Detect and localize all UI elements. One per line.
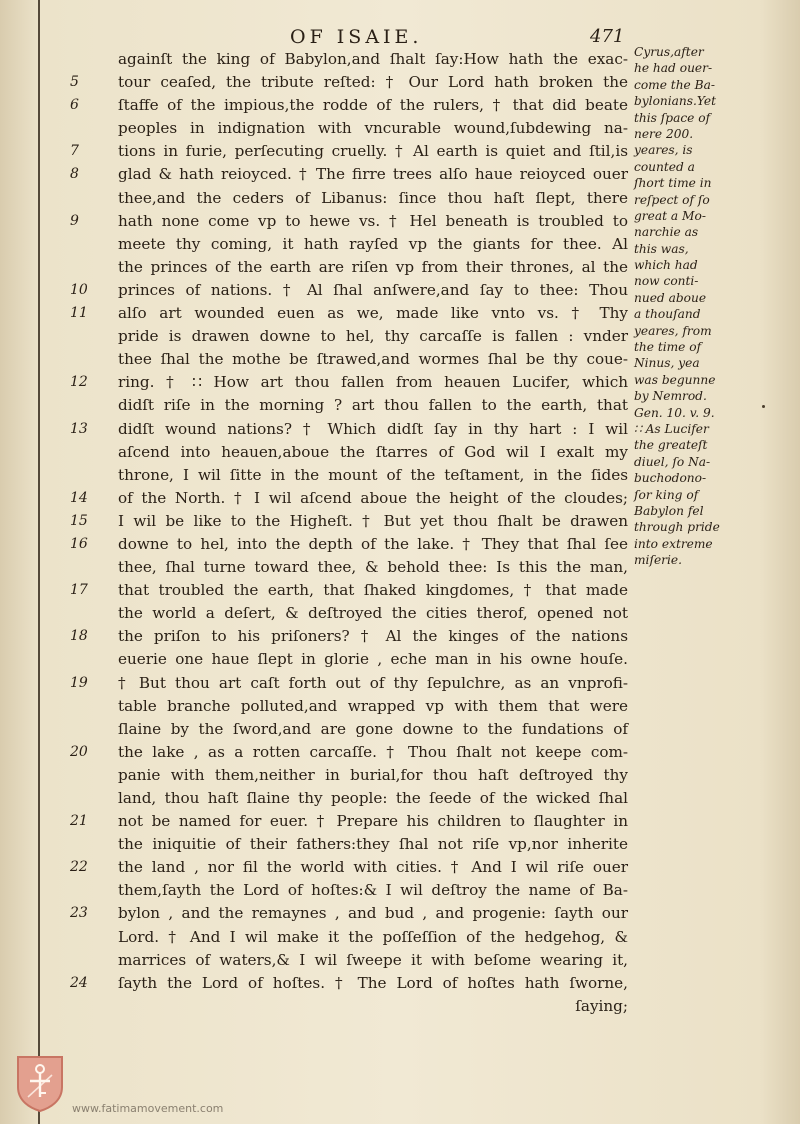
page-number: 471 — [590, 26, 625, 47]
text-line — [70, 972, 630, 995]
catchword: ſaying; — [575, 996, 628, 1015]
margin-note — [634, 44, 746, 569]
margin-note-line: yeares, is — [634, 143, 693, 158]
margin-note-line: was begunne — [634, 372, 716, 387]
verse-number: 6 — [70, 97, 79, 114]
running-title: OF ISAIE. — [290, 26, 423, 48]
margin-note-line: the greateſt — [634, 438, 708, 453]
text-line — [70, 695, 630, 718]
line-text: againſt the king of Babylon,and ſhalt ſay:How hath the exac- — [118, 50, 628, 68]
line-text: marrices of waters,& I wil ſweepe it with beſome wearing it, — [118, 950, 628, 969]
line-text: alſo art wounded euen as we, made like vnto vs. † Thy — [118, 304, 628, 323]
line-text: hath none come vp to hewe vs. † Hel beneath is troubled to — [118, 211, 628, 230]
verse-number: 23 — [70, 905, 88, 922]
line-text: thee ſhal the mothe be ſtrawed,and wormes ſhal be thy coue- — [118, 350, 628, 369]
line-text: them,ſayth the Lord of hoſtes:& I wil deſtroy the name of Ba- — [118, 881, 628, 900]
text-line — [70, 256, 630, 279]
verse-number: 21 — [70, 813, 88, 830]
line-text: euerie one haue ſlept in glorie , eche man in his owne houſe. — [118, 650, 628, 669]
margin-note-line: ſhort time in — [634, 176, 712, 191]
margin-note-line: yeares, from — [634, 323, 712, 338]
ink-speck — [762, 405, 765, 408]
margin-note-line: Ninus, yea — [634, 356, 700, 371]
line-text: thee,and the ceders of Libanus: ſince thou haſt ſlept, there — [118, 188, 628, 207]
text-line — [70, 902, 630, 925]
text-line — [70, 741, 630, 764]
text-line — [70, 140, 630, 163]
margin-note-line: this ſpace of — [634, 110, 711, 125]
line-text: peoples in indignation with vncurable wound,ſubdewing na- — [118, 119, 628, 138]
text-line — [70, 487, 630, 510]
text-line — [70, 394, 630, 417]
line-text: not be named for euer. † Prepare his children to ſlaughter in — [118, 812, 628, 831]
margin-note-line: he had ouer- — [634, 61, 713, 76]
verse-number: 10 — [70, 281, 88, 298]
verse-number: 5 — [70, 74, 79, 91]
margin-note-line: counted a — [634, 159, 695, 174]
line-text: downe to hel, into the depth of the lake. † They that ſhal ſee — [118, 534, 628, 553]
line-text: the world a deſert, & deſtroyed the cities therof, opened not — [118, 604, 628, 623]
verse-number: 15 — [70, 512, 88, 529]
line-text: panie with them,neither in burial,for thou haſt deſtroyed thy — [118, 765, 628, 784]
watermark-url: www.fatimamovement.com — [72, 1102, 224, 1115]
text-line — [70, 441, 630, 464]
line-text: † But thou art caſt forth out of thy ſepulchre, as an vnprofi- — [118, 673, 628, 692]
text-line — [70, 949, 630, 972]
verse-number: 11 — [70, 305, 88, 322]
verse-number: 19 — [70, 674, 88, 691]
margin-note-line: nued aboue — [634, 290, 707, 305]
text-line — [70, 348, 630, 371]
text-line — [70, 556, 630, 579]
text-line — [70, 510, 630, 533]
line-text: thee, ſhal turne toward thee, & behold thee: Is this the man, — [118, 558, 628, 577]
margin-note-line: which had — [634, 258, 698, 273]
margin-note-line: bylonians.Yet — [634, 94, 717, 109]
margin-note-line: diuel, ſo Na- — [634, 454, 711, 469]
margin-note-line: this was, — [634, 241, 689, 256]
margin-note-line: by Nemrod. — [634, 389, 707, 404]
text-line — [70, 302, 630, 325]
text-line — [70, 371, 630, 394]
verse-number: 24 — [70, 974, 88, 991]
line-text: aſcend into heauen,aboue the ſtarres of God wil I exalt my — [118, 442, 628, 461]
text-line — [70, 579, 630, 602]
line-text: of the North. † I wil aſcend aboue the height of the cloudes; — [118, 488, 628, 507]
text-line — [70, 210, 630, 233]
margin-note-line: through pride — [634, 520, 720, 535]
text-line — [70, 787, 630, 810]
line-text: ring. † ∷ How art thou fallen from heauen Lucifer, which — [118, 373, 628, 392]
text-line — [70, 325, 630, 348]
verse-number: 20 — [70, 743, 88, 760]
line-text: the priſon to his priſoners? † Al the kinges of the nations — [118, 627, 628, 646]
line-text: land, thou haſt ſlaine thy people: the ſeede of the wicked ſhal — [118, 789, 628, 807]
margin-note-line: buchodono- — [634, 471, 707, 486]
margin-note-line: narchie as — [634, 225, 699, 240]
text-line — [70, 533, 630, 556]
line-text: ſlaine by the ſword,and are gone downe to the fundations of — [118, 719, 628, 738]
margin-note-line: miſerie. — [634, 553, 682, 568]
line-text: that troubled the earth, that ſhaked kingdomes, † that made — [118, 581, 628, 600]
line-text: pride is drawen downe to hel, thy carcaſſe is fallen : vnder — [118, 327, 628, 346]
verse-number: 12 — [70, 374, 88, 391]
line-text: the land , nor fil the world with cities. † And I wil riſe ouer — [118, 858, 628, 877]
line-text: the princes of the earth are riſen vp from their thrones, al the — [118, 257, 628, 276]
verse-number: 14 — [70, 489, 88, 506]
line-text: didſt wound nations? † Which didſt ſay in thy hart : I wil — [118, 419, 628, 438]
margin-note-line: Gen. 10. v. 9. — [634, 405, 715, 420]
margin-note-line: a thouſand — [634, 307, 701, 322]
catchword-line — [70, 995, 630, 1018]
text-line — [70, 718, 630, 741]
line-text: bylon , and the remaynes , and bud , and progenie: ſayth our — [118, 904, 628, 923]
text-line — [70, 833, 630, 856]
text-line — [70, 163, 630, 186]
shield-keys-logo-icon — [14, 1053, 66, 1113]
line-text: Lord. † And I wil make it the poſſeſſion of the hedgehog, & — [118, 927, 628, 946]
text-line — [70, 71, 630, 94]
margin-note-line: into extreme — [634, 536, 713, 551]
margin-note-line: great a Mo- — [634, 208, 706, 223]
line-text: table branche polluted,and wrapped vp with them that were — [118, 696, 628, 715]
text-line — [70, 602, 630, 625]
text-line — [70, 856, 630, 879]
line-text: throne, I wil ſitte in the mount of the teſtament, in the ſides — [118, 465, 628, 484]
margin-note-line: the time of — [634, 340, 702, 355]
line-text: didſt riſe in the morning ? art thou fallen to the earth, that — [118, 396, 628, 415]
line-text: ſayth the Lord of hoſtes. † The Lord of hoſtes hath ſworne, — [118, 973, 628, 992]
line-text: tour ceaſed, the tribute reſted: † Our Lord hath broken the — [118, 73, 628, 92]
text-line — [70, 279, 630, 302]
text-line — [70, 926, 630, 949]
text-line — [70, 48, 630, 71]
verse-number: 16 — [70, 535, 88, 552]
text-line — [70, 625, 630, 648]
line-text: glad & hath reioyced. † The firre trees alſo haue reioyced ouer — [118, 165, 628, 184]
text-line — [70, 464, 630, 487]
line-text: the iniquitie of their fathers:they ſhal not riſe vp,nor inherite — [118, 835, 628, 854]
line-text: I wil be like to the Higheſt. † But yet thou ſhalt be drawen — [118, 511, 628, 530]
margin-note-line: Cyrus,after — [634, 45, 704, 59]
margin-note-line: ∷ As Lucifer — [634, 421, 709, 436]
line-text: meete thy coming, it hath rayſed vp the giants for thee. Al — [118, 234, 628, 253]
text-line — [70, 810, 630, 833]
margin-note-line: reſpect of ſo — [634, 192, 710, 207]
verse-number: 9 — [70, 212, 79, 229]
verse-number: 18 — [70, 628, 88, 645]
main-text-column — [70, 48, 630, 1018]
verse-number: 7 — [70, 143, 79, 160]
line-text: the lake , as a rotten carcaſſe. † Thou ſhalt not keepe com- — [118, 742, 628, 761]
text-line — [70, 94, 630, 117]
line-text: princes of nations. † Al ſhal anſwere,and ſay to thee: Thou — [118, 280, 628, 299]
text-line — [70, 233, 630, 256]
verse-number: 8 — [70, 166, 79, 183]
text-line — [70, 187, 630, 210]
text-line — [70, 648, 630, 671]
verse-number: 22 — [70, 859, 88, 876]
text-line — [70, 418, 630, 441]
binding-gutter-line — [38, 0, 40, 1124]
text-line — [70, 764, 630, 787]
margin-note-line: now conti- — [634, 274, 699, 289]
text-line — [70, 672, 630, 695]
margin-note-line: nere 200. — [634, 126, 694, 141]
verse-number: 17 — [70, 582, 88, 599]
margin-note-line: Babylon fel — [634, 503, 704, 518]
text-line — [70, 117, 630, 140]
margin-note-line: ſor king of — [634, 487, 699, 502]
margin-note-line: come the Ba- — [634, 77, 715, 92]
text-line — [70, 879, 630, 902]
line-text: tions in furie, perſecuting cruelly. † Al earth is quiet and ſtil,is — [118, 142, 628, 161]
line-text: ſtaffe of the impious,the rodde of the rulers, † that did beate — [118, 96, 628, 115]
verse-number: 13 — [70, 420, 88, 437]
